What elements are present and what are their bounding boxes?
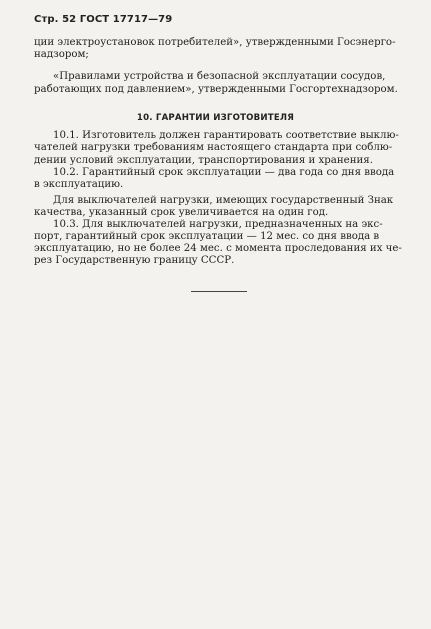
text-line: 10.3. Для выключателей нагрузки, предназначенных на экс- (53, 219, 383, 230)
text-line: ции электроустановок потребителей», утвержденными Госэнерго- (34, 37, 396, 48)
text-line: эксплуатацию, но не более 24 мес. с момента проследования их че- (34, 243, 402, 254)
section-title: 10. ГАРАНТИИ ИЗГОТОВИТЕЛЯ (136, 113, 295, 123)
text-line: 10.1. Изготовитель должен гарантировать соответствие выклю- (53, 130, 399, 141)
text-line: дении условий эксплуатации, транспортирования и хранения. (34, 155, 373, 166)
text-line: Для выключателей нагрузки, имеющих государственный Знак (53, 195, 394, 206)
text-line: порт, гарантийный срок эксплуатации — 12 мес. со дня ввода в (34, 231, 380, 242)
text-line: чателей нагрузки требованиям настоящего стандарта при соблю- (34, 142, 393, 153)
text-line: качества, указанный срок увеличивается на один год. (34, 207, 329, 218)
page-header: Стр. 52 ГОСТ 17717—79 (34, 14, 173, 25)
text-line: «Правилами устройства и безопасной эксплуатации сосудов, (53, 71, 386, 82)
text-line: рез Государственную границу СССР. (34, 255, 235, 266)
text-line: 10.2. Гарантийный срок эксплуатации — два года со дня ввода (53, 167, 395, 178)
text-line: надзором; (34, 49, 89, 60)
end-rule (191, 291, 247, 292)
text-line: работающих под давлением», утвержденными Госгортехнадзором. (34, 84, 398, 95)
text-line: в эксплуатацию. (34, 179, 124, 190)
